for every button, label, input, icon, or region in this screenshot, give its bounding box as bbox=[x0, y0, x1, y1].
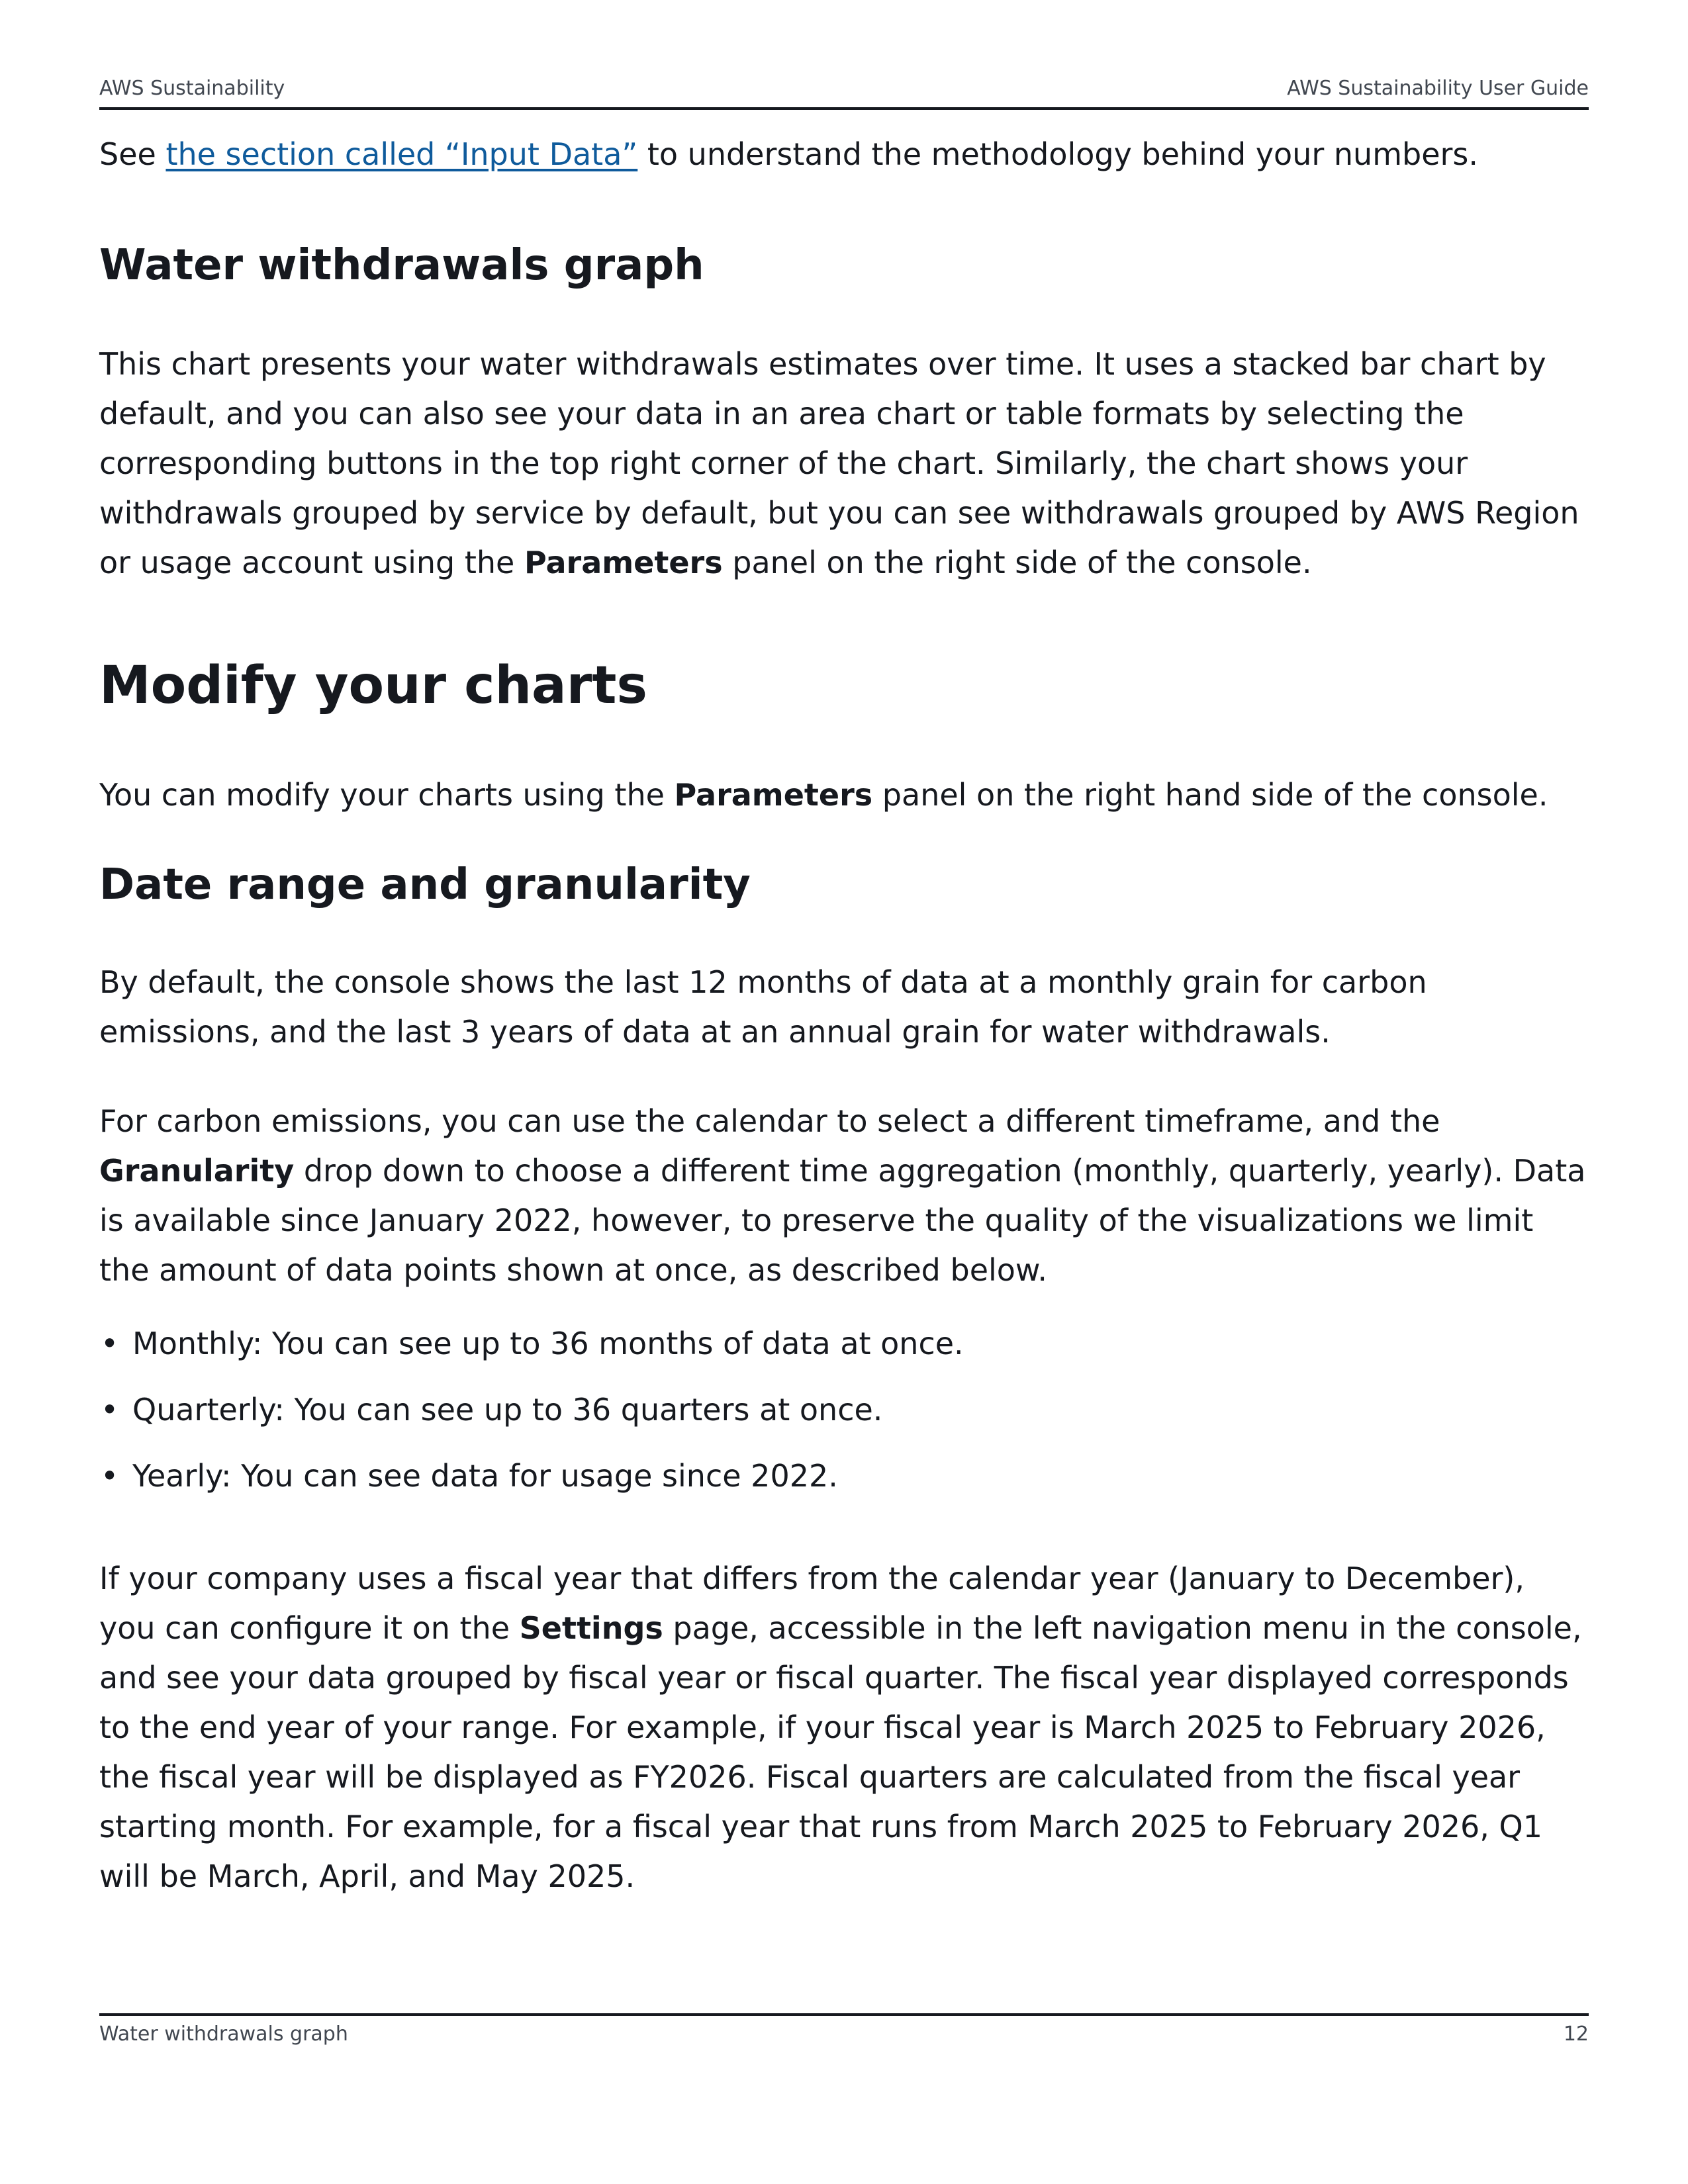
bullet-icon: • bbox=[101, 1392, 119, 1428]
intro-text-before: See bbox=[99, 136, 166, 172]
list-item bbox=[99, 1451, 1589, 1501]
modify-charts-heading: Modify your charts bbox=[99, 656, 647, 715]
bullet-icon: • bbox=[101, 1458, 119, 1494]
water-withdrawals-paragraph bbox=[99, 340, 1589, 588]
page-footer bbox=[99, 2013, 1589, 2049]
modify-text-before: You can modify your charts using the bbox=[99, 777, 675, 813]
list-item-text: Quarterly: You can see up to 36 quarters at once. bbox=[132, 1392, 883, 1428]
water-text-after: panel on the right side of the console. bbox=[722, 545, 1312, 580]
fiscal-text-after: page, accessible in the left navigation menu in the console, and see your data grouped by fiscal year or fiscal quarter. The fiscal year displayed corresponds to the end year of your range. For example, if your fiscal year is March 2025 to February 2026, the fiscal year will be displayed as FY2026. Fiscal quarters are calculated from the fiscal year starting month. For example, for a fiscal year that runs from March 2025 to February 2026, Q1 will be March, April, and May 2025. bbox=[99, 1610, 1582, 1894]
fiscal-year-paragraph bbox=[99, 1554, 1589, 1901]
parameters-term: Parameters bbox=[524, 545, 723, 580]
intro-paragraph bbox=[99, 130, 1589, 179]
date-range-heading: Date range and granularity bbox=[99, 860, 751, 909]
input-data-link[interactable]: the section called “Input Data” bbox=[165, 136, 638, 172]
list-item bbox=[99, 1319, 1589, 1369]
carbon-granularity-paragraph bbox=[99, 1097, 1589, 1295]
list-item-text: Monthly: You can see up to 36 months of data at once. bbox=[132, 1326, 964, 1361]
modify-charts-paragraph bbox=[99, 770, 1589, 820]
default-range-paragraph: By default, the console shows the last 12 months of data at a monthly grain for carbon emissions, and the last 3 years of data at an annual grain for water withdrawals. bbox=[99, 964, 1427, 1050]
header-guide-title: AWS Sustainability User Guide bbox=[1287, 77, 1589, 100]
intro-text-after: to understand the methodology behind your numbers. bbox=[637, 136, 1479, 172]
granularity-term: Granularity bbox=[99, 1153, 295, 1189]
page-number: 12 bbox=[1563, 2023, 1589, 2046]
modify-text-after: panel on the right hand side of the console. bbox=[872, 777, 1548, 813]
carbon-text-before: For carbon emissions, you can use the calendar to select a different timeframe, and the bbox=[99, 1103, 1440, 1139]
header-doc-title: AWS Sustainability bbox=[99, 77, 285, 100]
parameters-term: Parameters bbox=[674, 777, 873, 813]
list-item bbox=[99, 1385, 1589, 1435]
water-withdrawals-heading: Water withdrawals graph bbox=[99, 241, 704, 290]
footer-section-title: Water withdrawals graph bbox=[99, 2023, 348, 2046]
page-header bbox=[99, 73, 1589, 110]
page-content bbox=[99, 130, 1589, 1901]
bullet-icon: • bbox=[101, 1326, 119, 1361]
list-item-text: Yearly: You can see data for usage since 2022. bbox=[132, 1458, 838, 1494]
carbon-text-after: drop down to choose a different time aggregation (monthly, quarterly, yearly). Data is available since January 2022, however, to preserve the quality of the visualizations we limit the amount of data points shown at once, as described below. bbox=[99, 1153, 1586, 1288]
granularity-list bbox=[99, 1319, 1589, 1501]
fiscal-text-before: If your company uses a fiscal year that differs from the calendar year (January to December), you can configure it on the bbox=[99, 1561, 1524, 1646]
water-text-before: This chart presents your water withdrawals estimates over time. It uses a stacked bar chart by default, and you can also see your data in an area chart or table formats by selecting the corresponding buttons in the top right corner of the chart. Similarly, the chart shows your withdrawals grouped by service by default, but you can see withdrawals grouped by AWS Region or usage account using the bbox=[99, 346, 1579, 580]
settings-term: Settings bbox=[519, 1610, 663, 1646]
